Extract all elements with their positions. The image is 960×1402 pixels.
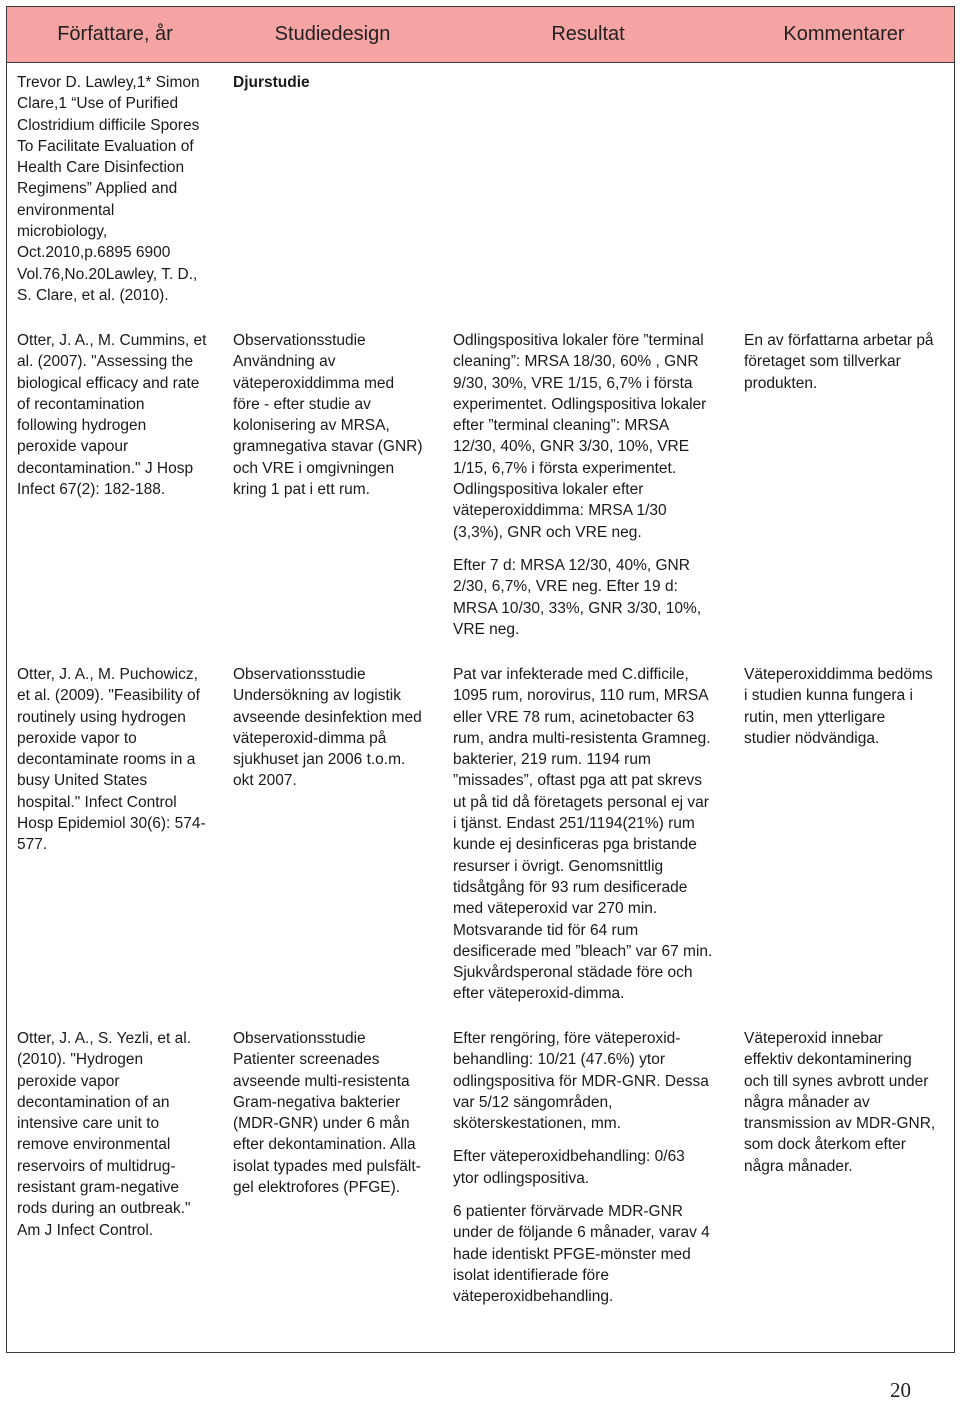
header-study-design: Studiedesign	[274, 23, 391, 45]
row-1-design-cell	[233, 72, 438, 93]
row-3-author-cell	[17, 664, 217, 856]
row-2-results-paragraph-2: Efter 7 d: MRSA 12/30, 40%, GNR 2/30, 6,7%, VRE neg. Efter 19 d: MRSA 10/30, 33%, GNR 3/30, 10%, VRE neg.	[453, 556, 702, 638]
row-4-results-paragraph-1: Efter rengöring, före väteperoxid- behandling: 10/21 (47.6%) ytor odlingspositiva för MDR-GNR. Dessa var 5/12 sängområden, sköterskestationen, mm.	[453, 1030, 709, 1133]
row-4-results-paragraph-2: Efter väteperoxidbehandling: 0/63 ytor odlingspositiva.	[453, 1148, 685, 1187]
page-number: 20	[890, 1378, 911, 1402]
row-2-results-paragraph-1: Odlingspositiva lokaler före ”terminal cleaning”: MRSA 18/30, 60% , GNR 9/30, 30%, VRE 1/15, 6,7% i första experimentet. Odlingspositiva lokaler efter ”terminal cleaning”: MRSA 12/30, 40%, GNR 3/30, 10%, VRE 1/15, 6,7% i första experimentet. Odlingspositiva lokaler efter väteperoxiddimma: MRSA 1/30 (3,3%), GNR och VRE neg.	[453, 332, 707, 541]
row-3-comments-text: Väteperoxiddimma bedöms i studien kunna fungera i rutin, men ytterligare studier nödvändiga.	[744, 666, 933, 747]
row-3-design-text: Undersökning av logistik avseende desinfektion med väteperoxid-dimma på sjukhuset jan 2006 t.o.m. okt 2007.	[233, 687, 422, 790]
row-1-design-type: Djurstudie	[233, 74, 310, 91]
header-results: Resultat	[551, 23, 625, 45]
row-3-results-cell	[453, 664, 731, 1005]
row-4-design-type: Observationsstudie	[233, 1030, 366, 1047]
row-4-author-text: Otter, J. A., S. Yezli, et al. (2010). "Hydrogen peroxide vapor decontamination of an intensive care unit to remove environmental reservoirs of multidrug- resistant gram-negative rods during an outbreak." Am J Infect Control.	[17, 1030, 192, 1239]
table-header-row	[7, 7, 954, 63]
row-3-design-type: Observationsstudie	[233, 666, 366, 683]
row-4-comments-text: Väteperoxid innebar effektiv dekontaminering och till synes avbrott under några månader av transmission av MDR-GNR, som dock återkom efter några månader.	[744, 1030, 936, 1175]
row-1-author-cell	[17, 72, 217, 306]
row-4-results-cell	[453, 1028, 731, 1308]
row-4-design-text: Patienter screenades avseende multi-resistenta Gram-negativa bakterier (MDR-GNR) under 6 mån efter dekontamination. Alla isolat typades med pulsfält- gel elektrofores (PFGE).	[233, 1051, 421, 1197]
row-3-comments-cell	[744, 664, 949, 749]
row-4-comments-cell	[744, 1028, 949, 1177]
row-2-comments-text: En av författarna arbetar på företaget som tillverkar produkten.	[744, 332, 934, 392]
row-2-design-text: Användning av väteperoxiddimma med före - efter studie av kolonisering av MRSA, gramnegativa stavar (GNR) och VRE i omgivningen kring 1 pat i ett rum.	[233, 353, 423, 499]
header-comments: Kommentarer	[783, 23, 905, 45]
row-3-results-paragraph-1: Pat var infekterade med C.difficile, 1095 rum, norovirus, 110 rum, MRSA eller VRE 78 rum, acinetobacter 63 rum, andra multi-resistenta Gramneg. bakterier, 219 rum. 1194 rum ”missades”, oftast pga att pat skrevs ut på tid då företagets personal ej var i tjänst. Endast 251/1194(21%) rum kunde ej desinficeras pga bristande resurser i övrigt. Genomsnittlig tidsåtgång för 93 rum desificerade med väteperoxid var 270 min. Motsvarande tid för 64 rum desificerade med ”bleach” var 67 min. Sjukvårdsperonal städade före och efter väteperoxid-dimma.	[453, 666, 713, 1003]
row-1-author-text: Trevor D. Lawley,1* Simon Clare,1 “Use of Purified Clostridium difficile Spores To Facilitate Evaluation of Health Care Disinfection Regimens” Applied and environmental microbiology, Oct.2010,p.6895 6900 Vol.76,No.20Lawley, T. D., S. Clare, et al. (2010).	[17, 74, 200, 304]
row-4-results-paragraph-3: 6 patienter förvärvade MDR-GNR under de följande 6 månader, varav 4 hade identiskt PFGE-mönster med isolat identifierade före väteperoxidbehandling.	[453, 1203, 710, 1306]
row-2-design-type: Observationsstudie	[233, 332, 366, 349]
row-3-design-cell	[233, 664, 438, 792]
row-2-author-text: Otter, J. A., M. Cummins, et al. (2007). "Assessing the biological efficacy and rate of recontamination following hydrogen peroxide vapour decontamination." J Hosp Infect 67(2): 182-188.	[17, 332, 207, 499]
row-2-comments-cell	[744, 330, 949, 394]
row-2-author-cell	[17, 330, 217, 500]
row-2-results-cell	[453, 330, 731, 640]
header-author-year: Författare, år	[57, 23, 173, 45]
row-3-author-text: Otter, J. A., M. Puchowicz, et al. (2009). "Feasibility of routinely using hydrogen peroxide vapor to decontaminate rooms in a busy United States hospital." Infect Control Hosp Epidemiol 30(6): 574- 577.	[17, 666, 206, 854]
row-2-design-cell	[233, 330, 438, 500]
row-4-author-cell	[17, 1028, 217, 1241]
row-4-design-cell	[233, 1028, 438, 1198]
